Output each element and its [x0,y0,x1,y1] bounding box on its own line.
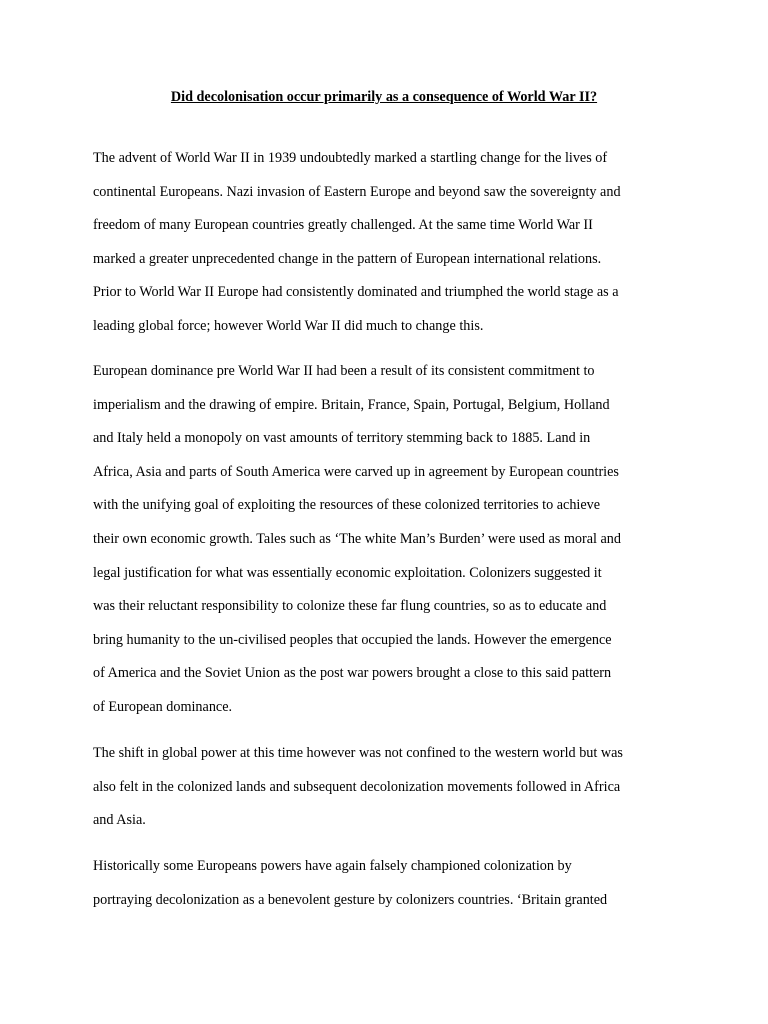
text-line: leading global force; however World War II did much to change this. [93,317,484,334]
paragraph-1 [93,142,693,344]
text-line: legal justification for what was essentially economic exploitation. Colonizers suggested it [93,564,602,581]
text-line: and Asia. [93,812,146,829]
text-line: The shift in global power at this time however was not confined to the western world but was [93,745,623,761]
text-line: and Italy held a monopoly on vast amounts of territory stemming back to 1885. Land in [93,430,591,447]
text-line: was their reluctant responsibility to colonize these far flung countries, so as to educate and [93,598,607,615]
paragraph-2 [93,355,693,725]
text-line: of America and the Soviet Union as the post war powers brought a close to this said pattern [93,665,612,682]
text-line: Africa, Asia and parts of South America were carved up in agreement by European countries [93,463,619,480]
text-line: freedom of many European countries greatly challenged. At the same time World War II [93,217,593,234]
text-line: imperialism and the drawing of empire. Britain, France, Spain, Portugal, Belgium, Holland [93,396,610,413]
text-line: portraying decolonization as a benevolent gesture by colonizers countries. ‘Britain granted [93,891,608,908]
text-line: of European dominance. [93,698,233,715]
text-line: with the unifying goal of exploiting the resources of these colonized territories to achieve [93,497,601,514]
text-line: their own economic growth. Tales such as ‘The white Man’s Burden’ were used as moral and [93,530,621,547]
document-title: Did decolonisation occur primarily as a consequence of World War II? [170,89,598,105]
text-line: Historically some Europeans powers have again falsely championed colonization by [93,858,572,874]
text-line: The advent of World War II in 1939 undoubtedly marked a startling change for the lives of [93,150,608,166]
text-line: European dominance pre World War II had been a result of its consistent commitment to [93,363,595,379]
text-line: also felt in the colonized lands and subsequent decolonization movements followed in Africa [93,778,621,795]
text-line: marked a greater unprecedented change in the pattern of European international relations. [93,250,602,267]
paragraph-4 [93,850,693,917]
text-line: continental Europeans. Nazi invasion of Eastern Europe and beyond saw the sovereignty and [93,183,621,200]
text-line: bring humanity to the un-civilised peoples that occupied the lands. However the emergence [93,631,612,648]
text-line: Prior to World War II Europe had consistently dominated and triumphed the world stage as a [93,284,619,301]
paragraph-3 [93,737,693,838]
